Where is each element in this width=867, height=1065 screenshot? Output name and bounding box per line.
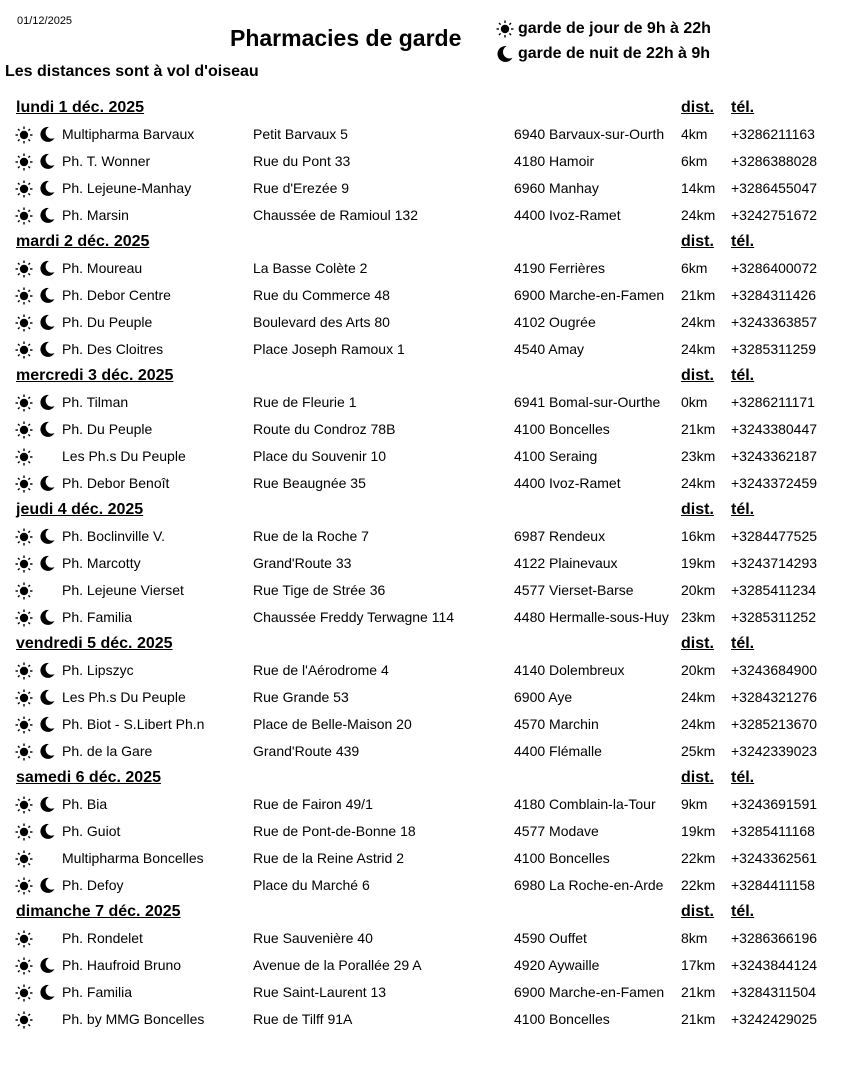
pharmacy-city: 4540 Amay bbox=[514, 341, 585, 357]
pharmacy-phone[interactable]: +3284477525 bbox=[731, 528, 818, 544]
sun-icon bbox=[15, 341, 33, 359]
pharmacy-name: Ph. Marsin bbox=[62, 207, 129, 223]
pharmacy-city: 4400 Ivoz-Ramet bbox=[514, 475, 621, 491]
pharmacy-row bbox=[0, 685, 867, 712]
pharmacy-name: Ph. Lipszyc bbox=[62, 662, 134, 678]
day-header bbox=[0, 230, 867, 256]
pharmacy-street: Rue Sauvenière 40 bbox=[253, 930, 373, 946]
pharmacy-city: 4102 Ougrée bbox=[514, 314, 596, 330]
sun-icon bbox=[15, 823, 33, 841]
pharmacy-name: Ph. Familia bbox=[62, 609, 133, 625]
legend-day bbox=[496, 16, 711, 41]
pharmacy-city: 4577 Vierset-Barse bbox=[514, 582, 634, 598]
pharmacy-street: Place Joseph Ramoux 1 bbox=[253, 341, 405, 357]
tel-column-header: tél. bbox=[731, 903, 755, 920]
pharmacy-street: Rue du Commerce 48 bbox=[253, 287, 390, 303]
pharmacy-row bbox=[0, 658, 867, 685]
moon-icon bbox=[39, 287, 55, 303]
pharmacy-phone[interactable]: +3286400072 bbox=[731, 260, 818, 276]
pharmacy-city: 4400 Ivoz-Ramet bbox=[514, 207, 621, 223]
page-title: Pharmacies de garde bbox=[230, 25, 462, 51]
pharmacy-phone[interactable]: +3286388028 bbox=[731, 153, 818, 169]
pharmacy-phone[interactable]: +3243363857 bbox=[731, 314, 818, 330]
pharmacy-city: 6940 Barvaux-sur-Ourth bbox=[514, 126, 665, 142]
pharmacy-name: Ph. Defoy bbox=[62, 877, 124, 893]
day-header bbox=[0, 498, 867, 524]
pharmacy-distance: 0km bbox=[681, 394, 708, 410]
sun-icon bbox=[15, 689, 33, 707]
pharmacy-street: Chaussée de Ramioul 132 bbox=[253, 207, 418, 223]
pharmacy-name: Ph. Lejeune Vierset bbox=[62, 582, 184, 598]
pharmacy-row bbox=[0, 310, 867, 337]
pharmacy-distance: 23km bbox=[681, 448, 716, 464]
pharmacy-street: Rue de Tilff 91A bbox=[253, 1011, 353, 1027]
moon-icon bbox=[39, 555, 55, 571]
pharmacy-distance: 24km bbox=[681, 689, 716, 705]
pharmacy-name: Ph. de la Gare bbox=[62, 743, 153, 759]
sun-icon bbox=[15, 207, 33, 225]
pharmacy-distance: 24km bbox=[681, 207, 716, 223]
pharmacy-street: Place du Marché 6 bbox=[253, 877, 370, 893]
moon-icon bbox=[39, 314, 55, 330]
pharmacy-phone[interactable]: +3243372459 bbox=[731, 475, 818, 491]
pharmacy-street: La Basse Colète 2 bbox=[253, 260, 368, 276]
pharmacy-phone[interactable]: +3285411168 bbox=[731, 823, 815, 839]
moon-icon bbox=[39, 528, 55, 544]
pharmacy-street: Rue de Fairon 49/1 bbox=[253, 796, 373, 812]
legend-night-label: garde de nuit de 22h à 9h bbox=[518, 44, 711, 62]
day-section bbox=[0, 230, 867, 364]
moon-icon bbox=[39, 609, 55, 625]
pharmacy-street: Rue Saint-Laurent 13 bbox=[253, 984, 387, 1000]
day-label: mardi 2 déc. 2025 bbox=[16, 233, 150, 250]
dist-column-header: dist. bbox=[681, 501, 714, 518]
pharmacy-distance: 6km bbox=[681, 260, 708, 276]
dist-column-header: dist. bbox=[681, 903, 714, 920]
pharmacy-row bbox=[0, 417, 867, 444]
pharmacy-row bbox=[0, 283, 867, 310]
pharmacy-city: 4100 Boncelles bbox=[514, 1011, 610, 1027]
pharmacy-distance: 16km bbox=[681, 528, 716, 544]
day-section bbox=[0, 498, 867, 632]
moon-icon bbox=[39, 260, 55, 276]
pharmacy-phone[interactable]: +3242339023 bbox=[731, 743, 818, 759]
day-label: samedi 6 déc. 2025 bbox=[16, 769, 161, 786]
legend-day-label: garde de jour de 9h à 22h bbox=[518, 19, 711, 37]
dist-column-header: dist. bbox=[681, 635, 714, 652]
pharmacy-city: 4577 Modave bbox=[514, 823, 599, 839]
day-label: jeudi 4 déc. 2025 bbox=[16, 501, 144, 518]
pharmacy-city: 4590 Ouffet bbox=[514, 930, 587, 946]
moon-icon bbox=[39, 689, 55, 705]
pharmacy-distance: 17km bbox=[681, 957, 716, 973]
moon-icon bbox=[39, 877, 55, 893]
dist-column-header: dist. bbox=[681, 769, 714, 786]
pharmacy-city: 6960 Manhay bbox=[514, 180, 599, 196]
pharmacy-distance: 21km bbox=[681, 1011, 716, 1027]
pharmacy-street: Boulevard des Arts 80 bbox=[253, 314, 390, 330]
pharmacy-street: Rue de la Reine Astrid 2 bbox=[253, 850, 404, 866]
pharmacy-distance: 24km bbox=[681, 716, 716, 732]
pharmacy-name: Ph. Bia bbox=[62, 796, 108, 812]
sun-icon bbox=[15, 180, 33, 198]
pharmacy-city: 4570 Marchin bbox=[514, 716, 599, 732]
pharmacy-city: 4100 Boncelles bbox=[514, 421, 610, 437]
pharmacy-street: Rue Beaugnée 35 bbox=[253, 475, 366, 491]
legend-night bbox=[496, 41, 711, 66]
tel-column-header: tél. bbox=[731, 635, 755, 652]
sun-icon bbox=[496, 20, 518, 38]
moon-icon bbox=[39, 421, 55, 437]
day-section bbox=[0, 364, 867, 498]
pharmacy-row bbox=[0, 337, 867, 364]
pharmacy-name: Ph. Guiot bbox=[62, 823, 121, 839]
pharmacy-name: Les Ph.s Du Peuple bbox=[62, 448, 186, 464]
pharmacy-street: Route du Condroz 78B bbox=[253, 421, 396, 437]
pharmacy-city: 4100 Seraing bbox=[514, 448, 598, 464]
pharmacy-city: 4920 Aywaille bbox=[514, 957, 600, 973]
pharmacy-name: Ph. Debor Benoît bbox=[62, 475, 170, 491]
sun-icon bbox=[15, 314, 33, 332]
pharmacy-city: 4140 Dolembreux bbox=[514, 662, 625, 678]
moon-icon bbox=[39, 126, 55, 142]
pharmacy-street: Grand'Route 439 bbox=[253, 743, 360, 759]
pharmacy-name: Ph. Debor Centre bbox=[62, 287, 171, 303]
pharmacy-name: Ph. Tilman bbox=[62, 394, 129, 410]
pharmacy-distance: 25km bbox=[681, 743, 716, 759]
pharmacy-row bbox=[0, 953, 867, 980]
pharmacy-phone[interactable]: +3285311259 bbox=[731, 341, 816, 357]
sun-icon bbox=[15, 609, 33, 627]
pharmacy-name: Ph. Moureau bbox=[62, 260, 143, 276]
pharmacy-row bbox=[0, 471, 867, 498]
pharmacy-street: Grand'Route 33 bbox=[253, 555, 352, 571]
tel-column-header: tél. bbox=[731, 99, 755, 116]
pharmacy-distance: 9km bbox=[681, 796, 708, 812]
moon-icon bbox=[496, 45, 518, 62]
pharmacy-distance: 4km bbox=[681, 126, 708, 142]
pharmacy-phone[interactable]: +3285411234 bbox=[731, 582, 816, 598]
pharmacy-distance: 19km bbox=[681, 823, 716, 839]
pharmacy-phone[interactable]: +3284311504 bbox=[731, 984, 816, 1000]
pharmacy-distance: 24km bbox=[681, 341, 716, 357]
day-header bbox=[0, 766, 867, 792]
pharmacy-row bbox=[0, 980, 867, 1007]
pharmacy-row bbox=[0, 390, 867, 417]
pharmacy-city: 6900 Marche-en-Famen bbox=[514, 287, 665, 303]
pharmacy-street: Rue de la Roche 7 bbox=[253, 528, 369, 544]
moon-icon bbox=[39, 957, 55, 973]
pharmacy-phone[interactable]: +3284411158 bbox=[731, 877, 815, 893]
pharmacy-row bbox=[0, 524, 867, 551]
moon-icon bbox=[39, 716, 55, 732]
pharmacy-row bbox=[0, 551, 867, 578]
pharmacy-city: 4180 Hamoir bbox=[514, 153, 595, 169]
pharmacy-row bbox=[0, 176, 867, 203]
pharmacy-phone[interactable]: +3286211163 bbox=[731, 126, 815, 142]
day-header bbox=[0, 632, 867, 658]
sun-icon bbox=[15, 1011, 33, 1029]
pharmacy-row bbox=[0, 873, 867, 900]
pharmacy-row bbox=[0, 444, 867, 471]
pharmacy-row bbox=[0, 122, 867, 149]
pharmacy-distance: 22km bbox=[681, 850, 716, 866]
moon-icon bbox=[39, 475, 55, 491]
distance-note: Les distances sont à vol d'oiseau bbox=[5, 63, 259, 80]
tel-column-header: tél. bbox=[731, 769, 755, 786]
pharmacy-distance: 24km bbox=[681, 314, 716, 330]
pharmacy-phone[interactable]: +3243714293 bbox=[731, 555, 818, 571]
pharmacy-city: 4180 Comblain-la-Tour bbox=[514, 796, 656, 812]
tel-column-header: tél. bbox=[731, 501, 755, 518]
pharmacy-city: 4122 Plainevaux bbox=[514, 555, 618, 571]
sun-icon bbox=[15, 528, 33, 546]
pharmacy-phone[interactable]: +3243684900 bbox=[731, 662, 818, 678]
day-header bbox=[0, 96, 867, 122]
pharmacy-street: Rue du Pont 33 bbox=[253, 153, 351, 169]
legend bbox=[496, 16, 711, 66]
dist-column-header: dist. bbox=[681, 367, 714, 384]
pharmacy-distance: 8km bbox=[681, 930, 708, 946]
pharmacy-row bbox=[0, 846, 867, 873]
sun-icon bbox=[15, 743, 33, 761]
pharmacy-name: Ph. Rondelet bbox=[62, 930, 143, 946]
pharmacy-city: 4190 Ferrières bbox=[514, 260, 606, 276]
pharmacy-street: Place du Souvenir 10 bbox=[253, 448, 387, 464]
pharmacy-name: Multipharma Boncelles bbox=[62, 850, 204, 866]
pharmacy-phone[interactable]: +3284321276 bbox=[731, 689, 818, 705]
pharmacy-name: Ph. Familia bbox=[62, 984, 133, 1000]
sun-icon bbox=[15, 877, 33, 895]
day-label: dimanche 7 déc. 2025 bbox=[16, 903, 181, 920]
pharmacy-name: Ph. Lejeune-Manhay bbox=[62, 180, 192, 196]
pharmacy-city: 6980 La Roche-en-Arde bbox=[514, 877, 664, 893]
moon-icon bbox=[39, 796, 55, 812]
sun-icon bbox=[15, 475, 33, 493]
sun-icon bbox=[15, 448, 33, 466]
moon-icon bbox=[39, 743, 55, 759]
day-label: lundi 1 déc. 2025 bbox=[16, 99, 145, 116]
pharmacy-street: Chaussée Freddy Terwagne 114 bbox=[253, 609, 455, 625]
sun-icon bbox=[15, 421, 33, 439]
pharmacy-distance: 21km bbox=[681, 287, 716, 303]
pharmacy-phone[interactable]: +3286366196 bbox=[731, 930, 818, 946]
pharmacy-name: Ph. Marcotty bbox=[62, 555, 141, 571]
pharmacy-name: Ph. Du Peuple bbox=[62, 421, 153, 437]
pharmacy-city: 4400 Flémalle bbox=[514, 743, 602, 759]
pharmacy-phone[interactable]: +3242429025 bbox=[731, 1011, 818, 1027]
pharmacy-name: Les Ph.s Du Peuple bbox=[62, 689, 186, 705]
pharmacy-street: Rue de Fleurie 1 bbox=[253, 394, 357, 410]
pharmacy-row bbox=[0, 926, 867, 953]
pharmacy-street: Rue de l'Aérodrome 4 bbox=[253, 662, 389, 678]
pharmacy-city: 6900 Marche-en-Famen bbox=[514, 984, 665, 1000]
sun-icon bbox=[15, 126, 33, 144]
pharmacy-distance: 14km bbox=[681, 180, 716, 196]
pharmacy-distance: 19km bbox=[681, 555, 716, 571]
pharmacy-row bbox=[0, 792, 867, 819]
pharmacy-distance: 23km bbox=[681, 609, 716, 625]
pharmacy-distance: 21km bbox=[681, 984, 716, 1000]
print-date: 01/12/2025 bbox=[17, 15, 73, 27]
pharmacy-row bbox=[0, 739, 867, 766]
moon-icon bbox=[39, 153, 55, 169]
pharmacy-distance: 20km bbox=[681, 582, 716, 598]
pharmacy-city: 6987 Rendeux bbox=[514, 528, 606, 544]
pharmacy-row bbox=[0, 605, 867, 632]
pharmacy-row bbox=[0, 712, 867, 739]
pharmacy-distance: 6km bbox=[681, 153, 708, 169]
pharmacy-street: Rue de Pont-de-Bonne 18 bbox=[253, 823, 416, 839]
pharmacy-phone[interactable]: +3243380447 bbox=[731, 421, 818, 437]
pharmacy-phone[interactable]: +3285311252 bbox=[731, 609, 816, 625]
sun-icon bbox=[15, 287, 33, 305]
pharmacy-name: Ph. by MMG Boncelles bbox=[62, 1011, 205, 1027]
sun-icon bbox=[15, 850, 33, 868]
pharmacy-name: Ph. Haufroid Bruno bbox=[62, 957, 182, 973]
pharmacy-city: 6941 Bomal-sur-Ourthe bbox=[514, 394, 661, 410]
moon-icon bbox=[39, 984, 55, 1000]
sun-icon bbox=[15, 153, 33, 171]
moon-icon bbox=[39, 207, 55, 223]
day-label: vendredi 5 déc. 2025 bbox=[16, 635, 173, 652]
pharmacy-row bbox=[0, 256, 867, 283]
schedule bbox=[0, 96, 867, 1034]
moon-icon bbox=[39, 662, 55, 678]
pharmacy-distance: 22km bbox=[681, 877, 716, 893]
pharmacy-phone[interactable]: +3243362561 bbox=[731, 850, 818, 866]
pharmacy-phone[interactable]: +3243691591 bbox=[731, 796, 818, 812]
pharmacy-name: Ph. Boclinville V. bbox=[62, 528, 165, 544]
pharmacy-row bbox=[0, 578, 867, 605]
tel-column-header: tél. bbox=[731, 233, 755, 250]
sun-icon bbox=[15, 555, 33, 573]
pharmacy-phone[interactable]: +3243844124 bbox=[731, 957, 818, 973]
day-header bbox=[0, 900, 867, 926]
moon-icon bbox=[39, 180, 55, 196]
day-section bbox=[0, 900, 867, 1034]
pharmacy-street: Avenue de la Porallée 29 A bbox=[253, 957, 422, 973]
dist-column-header: dist. bbox=[681, 99, 714, 116]
sun-icon bbox=[15, 796, 33, 814]
moon-icon bbox=[39, 341, 55, 357]
pharmacy-distance: 21km bbox=[681, 421, 716, 437]
pharmacy-city: 4100 Boncelles bbox=[514, 850, 610, 866]
sun-icon bbox=[15, 984, 33, 1002]
day-label: mercredi 3 déc. 2025 bbox=[16, 367, 174, 384]
pharmacy-street: Rue Tige de Strée 36 bbox=[253, 582, 386, 598]
pharmacy-name: Ph. Biot - S.Libert Ph.n bbox=[62, 716, 205, 732]
pharmacy-name: Ph. Des Cloitres bbox=[62, 341, 164, 357]
pharmacy-phone[interactable]: +3285213670 bbox=[731, 716, 818, 732]
sun-icon bbox=[15, 582, 33, 600]
dist-column-header: dist. bbox=[681, 233, 714, 250]
pharmacy-street: Rue Grande 53 bbox=[253, 689, 349, 705]
pharmacy-city: 4480 Hermalle-sous-Huy bbox=[514, 609, 669, 625]
moon-icon bbox=[39, 823, 55, 839]
pharmacy-distance: 24km bbox=[681, 475, 716, 491]
pharmacy-row bbox=[0, 149, 867, 176]
pharmacy-street: Petit Barvaux 5 bbox=[253, 126, 348, 142]
pharmacy-phone[interactable]: +3284311426 bbox=[731, 287, 816, 303]
day-section bbox=[0, 632, 867, 766]
day-section bbox=[0, 766, 867, 900]
sun-icon bbox=[15, 957, 33, 975]
pharmacy-name: Ph. T. Wonner bbox=[62, 153, 151, 169]
sun-icon bbox=[15, 662, 33, 680]
sun-icon bbox=[15, 394, 33, 412]
sun-icon bbox=[15, 260, 33, 278]
tel-column-header: tél. bbox=[731, 367, 755, 384]
pharmacy-row bbox=[0, 203, 867, 230]
day-section bbox=[0, 96, 867, 230]
pharmacy-row bbox=[0, 1007, 867, 1034]
pharmacy-city: 6900 Aye bbox=[514, 689, 573, 705]
pharmacy-phone[interactable]: +3286455047 bbox=[731, 180, 818, 196]
pharmacy-phone[interactable]: +3243362187 bbox=[731, 448, 818, 464]
pharmacy-name: Multipharma Barvaux bbox=[62, 126, 195, 142]
moon-icon bbox=[39, 394, 55, 410]
pharmacy-street: Place de Belle-Maison 20 bbox=[253, 716, 412, 732]
pharmacy-street: Rue d'Erezée 9 bbox=[253, 180, 350, 196]
pharmacy-row bbox=[0, 819, 867, 846]
pharmacy-distance: 20km bbox=[681, 662, 716, 678]
pharmacy-phone[interactable]: +3286211171 bbox=[731, 394, 815, 410]
sun-icon bbox=[15, 930, 33, 948]
sun-icon bbox=[15, 716, 33, 734]
pharmacy-phone[interactable]: +3242751672 bbox=[731, 207, 818, 223]
pharmacy-name: Ph. Du Peuple bbox=[62, 314, 153, 330]
day-header bbox=[0, 364, 867, 390]
